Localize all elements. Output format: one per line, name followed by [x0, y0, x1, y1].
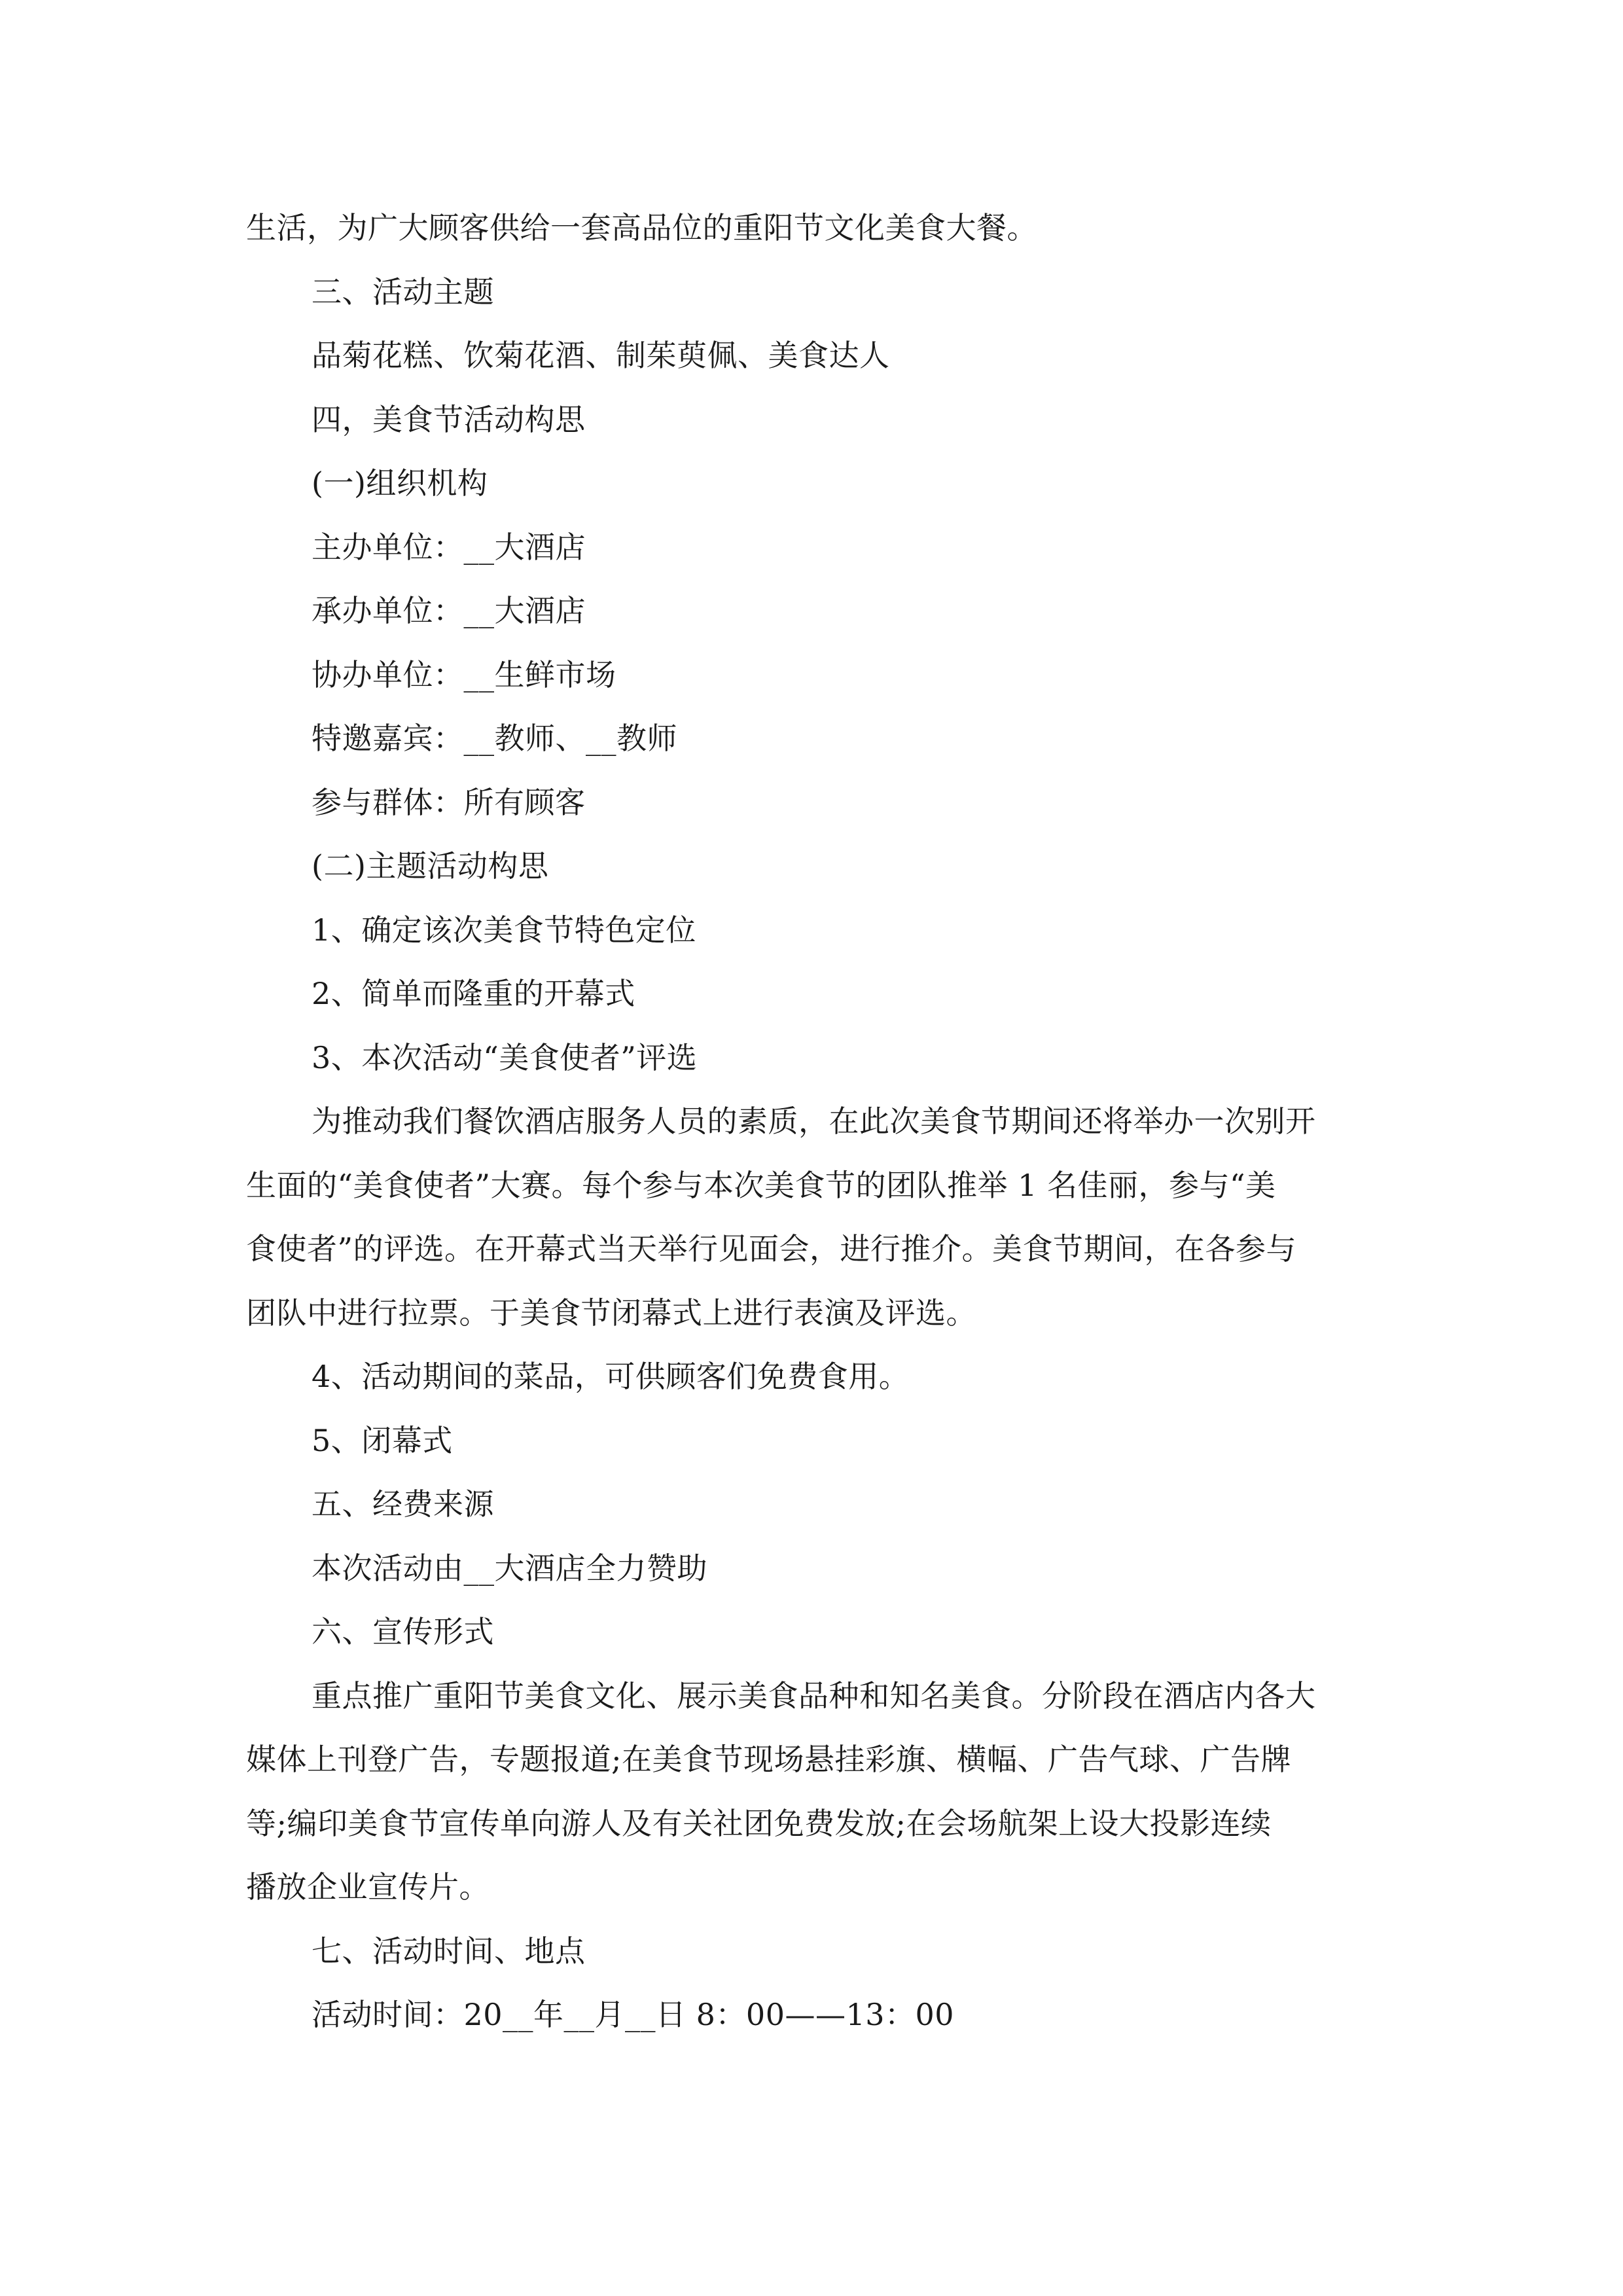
text-line: 品菊花糕、饮菊花酒、制茱萸佩、美食达人 — [312, 338, 890, 373]
paragraph-ambassador — [246, 1090, 1377, 1345]
section-heading-theme: 三、活动主题 — [312, 274, 494, 310]
paragraph-line: 生面的“美食使者”大赛。每个参与本次美食节的团队推举 1 名佳丽，参与“美 — [246, 1167, 1276, 1203]
text-line: 特邀嘉宾：__教师、__教师 — [312, 721, 677, 756]
section-heading-time-place: 七、活动时间、地点 — [312, 1933, 586, 1969]
paragraph-line: 等;编印美食节宣传单向游人及有关社团免费发放;在会场航架上设大投影连续 — [246, 1805, 1272, 1841]
text-line: 参与群体：所有顾客 — [312, 784, 586, 820]
subheading-theme-activity: (二)主题活动构思 — [312, 848, 549, 884]
text-line: 协办单位：__生鲜市场 — [312, 656, 616, 692]
text-line: 活动时间：20__年__月__日 8：00——13：00 — [312, 1997, 955, 2032]
paragraph-line: 媒体上刊登广告，专题报道;在美食节现场悬挂彩旗、横幅、广告气球、广告牌 — [246, 1742, 1291, 1777]
subheading-organization: (一)组织机构 — [312, 465, 488, 501]
paragraph-line: 为推动我们餐饮酒店服务人员的素质，在此次美食节期间还将举办一次别开 — [312, 1103, 1316, 1139]
paragraph-line: 食使者”的评选。在开幕式当天举行见面会，进行推介。美食节期间，在各参与 — [246, 1231, 1297, 1266]
paragraph-publicity — [246, 1664, 1377, 1920]
text-line: 主办单位：__大酒店 — [312, 529, 586, 565]
text-line: 承办单位：__大酒店 — [312, 593, 586, 628]
list-item: 2、简单而隆重的开幕式 — [312, 976, 635, 1011]
section-heading-publicity: 六、宣传形式 — [312, 1614, 494, 1649]
list-item: 3、本次活动“美食使者”评选 — [312, 1039, 698, 1075]
document-body — [246, 196, 1377, 2047]
paragraph-line: 重点推广重阳节美食文化、展示美食品种和知名美食。分阶段在酒店内各大 — [312, 1677, 1316, 1713]
paragraph-line: 播放企业宣传片。 — [246, 1869, 490, 1905]
list-item: 5、闭幕式 — [312, 1422, 453, 1458]
paragraph-line: 团队中进行拉票。于美食节闭幕式上进行表演及评选。 — [246, 1295, 976, 1331]
list-item: 1、确定该次美食节特色定位 — [312, 912, 696, 948]
section-heading-funding: 五、经费来源 — [312, 1486, 494, 1522]
section-heading-concept: 四，美食节活动构思 — [312, 401, 586, 437]
text-line: 本次活动由__大酒店全力赞助 — [312, 1550, 707, 1586]
text-line: 生活，为广大顾客供给一套高品位的重阳节文化美食大餐。 — [246, 210, 1037, 245]
list-item: 4、活动期间的菜品，可供顾客们免费食用。 — [312, 1359, 910, 1394]
